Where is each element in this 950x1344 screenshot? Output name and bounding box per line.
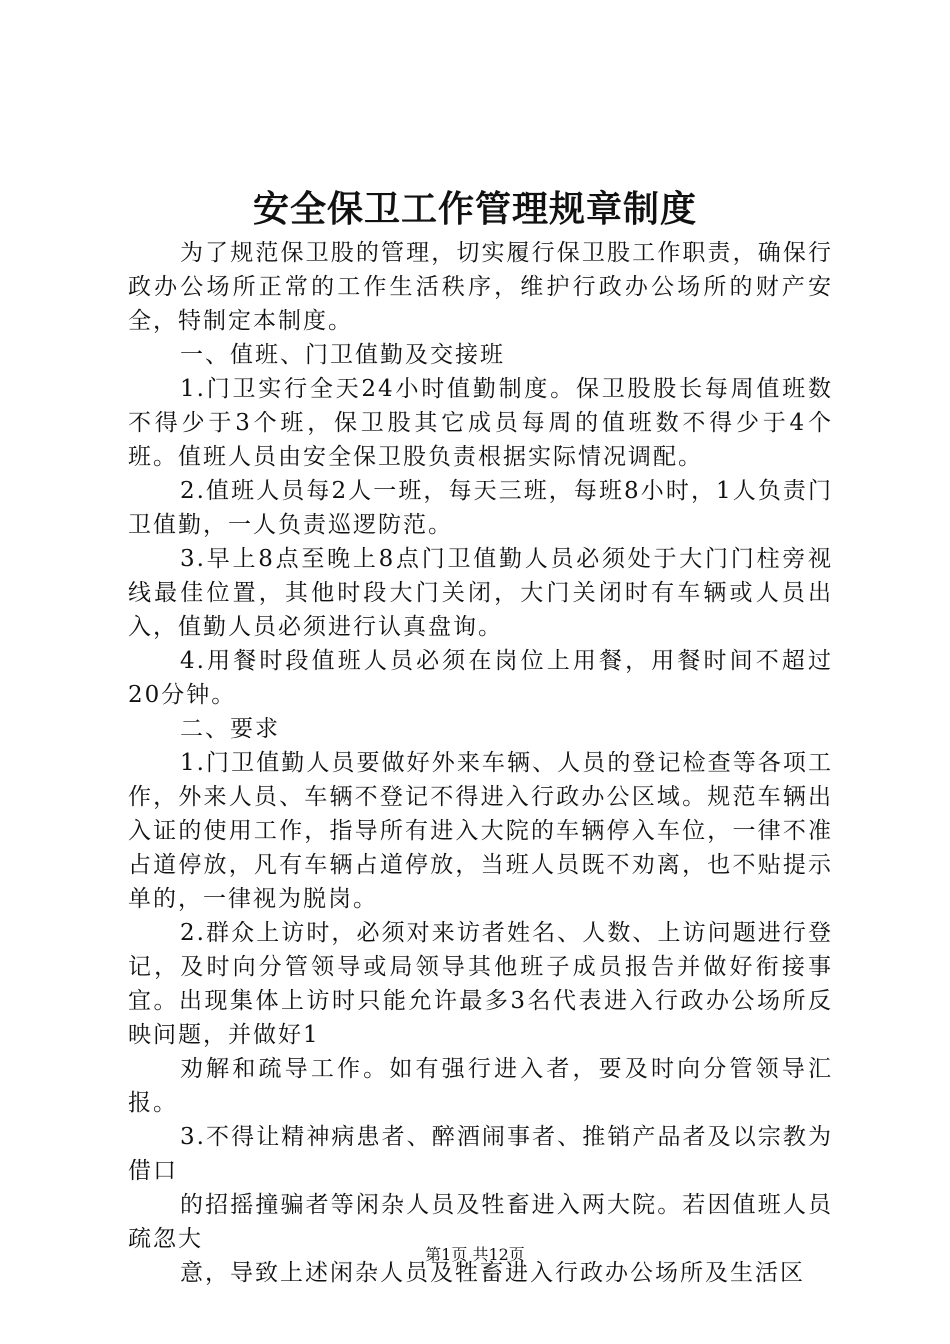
duty-item-1: 1.门卫实行全天24小时值勤制度。保卫股股长每周值班数不得少于3个班，保卫股其它成员每周的值班数不得少于4个班。值班人员由安全保卫股负责根据实际情况调配。	[128, 376, 833, 470]
requirement-item-2: 2.群众上访时，必须对来访者姓名、人数、上访问题进行登记，及时向分管领导或局领导其他班子成员报告并做好衔接事宜。出现集体上访时只能允许最多3名代表进入行政办公场所反映问题，并做好1	[128, 920, 833, 1048]
duty-item-3: 3.早上8点至晚上8点门卫值勤人员必须处于大门门柱旁视线最佳位置，其他时段大门关闭，大门关闭时有车辆或人员出入，值勤人员必须进行认真盘询。	[128, 546, 833, 640]
page-footer: 第1页 共12页	[425, 1245, 525, 1264]
duty-item-2: 2.值班人员每2人一班，每天三班，每班8小时，1人负责门卫值勤，一人负责巡逻防范。	[128, 478, 833, 538]
requirement-item-3-continued-a: 的招摇撞骗者等闲杂人员及牲畜进入两大院。若因值班人员疏忽大	[128, 1192, 833, 1252]
requirement-item-3-continued-b: 意，导致上述闲杂人员及牲畜进入行政办公场所及生活区	[180, 1260, 805, 1286]
section-heading-requirements: 二、要求	[180, 716, 280, 742]
duty-item-4: 4.用餐时段值班人员必须在岗位上用餐，用餐时间不超过20分钟。	[128, 648, 833, 708]
requirement-item-1: 1.门卫值勤人员要做好外来车辆、人员的登记检查等各项工作，外来人员、车辆不登记不得进入行政办公区域。规范车辆出入证的使用工作，指导所有进入大院的车辆停入车位，一律不准占道停放，凡有车辆占道停放，当班人员既不劝离，也不贴提示单的，一律视为脱岗。	[128, 750, 833, 912]
intro-paragraph: 为了规范保卫股的管理，切实履行保卫股工作职责，确保行政办公场所正常的工作生活秩序，维护行政办公场所的财产安全，特制定本制度。	[128, 240, 833, 334]
document-title: 安全保卫工作管理规章制度	[252, 188, 697, 230]
section-heading-duty: 一、值班、门卫值勤及交接班	[180, 342, 505, 368]
requirement-item-3: 3.不得让精神病患者、醉酒闹事者、推销产品者及以宗教为借口	[128, 1124, 833, 1184]
document-body	[128, 236, 833, 1290]
requirement-item-2-continued: 劝解和疏导工作。如有强行进入者，要及时向分管领导汇报。	[128, 1056, 833, 1116]
